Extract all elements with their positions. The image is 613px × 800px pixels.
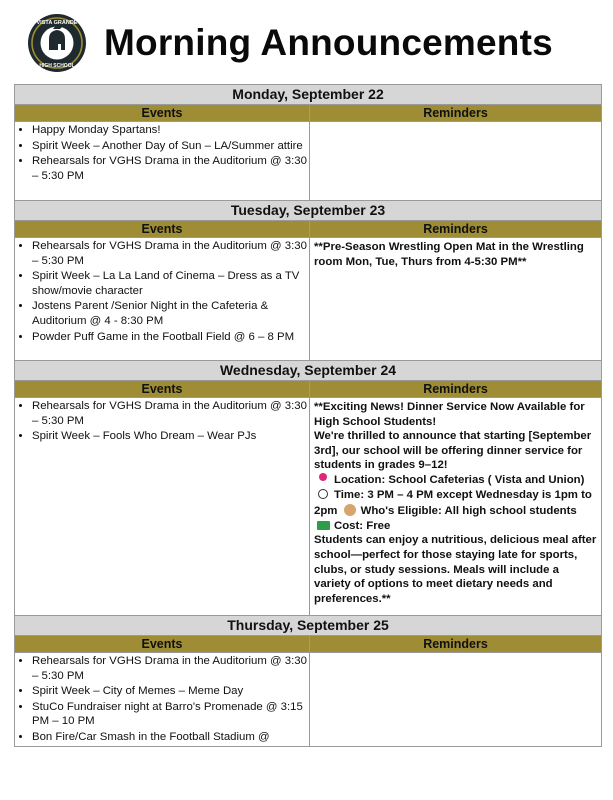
logo-bottom-text: HIGH SCHOOL [39, 63, 75, 69]
event-item: • Powder Puff Game in the Football Field @ 6 – 8 PM [32, 330, 309, 345]
events-header: Events [15, 221, 310, 238]
events-cell [15, 398, 310, 616]
school-logo [27, 13, 87, 73]
reminder-intro: **Exciting News! Dinner Service Now Available for High School Students! [314, 401, 585, 428]
reminder-closing: Students can enjoy a nutritious, delicious meal after school—perfect for those staying late for sports, clubs, or study sessions. Meals will include a variety of options to meet dietary needs and preferences.** [314, 534, 597, 605]
cash-icon [316, 519, 330, 534]
reminder-cost-line [314, 519, 597, 534]
reminders-cell [310, 398, 602, 616]
event-item: • Rehearsals for VGHS Drama in the Auditorium @ 3:30 – 5:30 PM [32, 399, 309, 428]
event-item: • Spirit Week – City of Memes – Meme Day [32, 684, 309, 699]
day-row-tuesday [15, 201, 602, 221]
clock-icon [316, 488, 330, 503]
event-item: • Spirit Week – Fools Who Dream – Wear PJs [32, 429, 309, 444]
day-row-thursday [15, 616, 602, 636]
events-cell [15, 238, 310, 361]
day-content-monday [15, 122, 602, 201]
day-heading: Monday, September 22 [15, 85, 602, 105]
event-item: • Spirit Week – La La Land of Cinema – Dress as a TV show/movie character [32, 269, 309, 298]
event-item: • Bon Fire/Car Smash in the Football Stadium @ [32, 730, 309, 745]
reminder-cost: Cost: Free [334, 519, 391, 532]
column-headers [15, 636, 602, 653]
event-item: • Spirit Week – Another Day of Sun – LA/Summer attire [32, 139, 309, 154]
events-header: Events [15, 105, 310, 122]
reminders-header: Reminders [310, 105, 602, 122]
events-header: Events [15, 636, 310, 653]
schedule-table [14, 84, 602, 747]
logo-top-text: VISTA GRANDE [36, 20, 78, 26]
reminder-announce: We're thrilled to announce that starting [September 3rd], our school will be offering dinner service for students in grades 9–12! [314, 430, 592, 472]
day-content-thursday [15, 653, 602, 747]
day-content-wednesday [15, 398, 602, 616]
page-title: Morning Announcements [104, 22, 553, 63]
reminder-location: Location: School Cafeterias ( Vista and Union) [334, 473, 585, 486]
pin-icon [316, 473, 330, 488]
reminders-cell [310, 122, 602, 201]
events-cell [15, 122, 310, 201]
reminders-cell [310, 238, 602, 361]
events-cell [15, 653, 310, 747]
event-item: • Jostens Parent /Senior Night in the Cafeteria & Auditorium @ 4 - 8:30 PM [32, 299, 309, 328]
day-heading: Wednesday, September 24 [15, 361, 602, 381]
event-item: • StuCo Fundraiser night at Barro's Promenade @ 3:15 PM – 10 PM [32, 700, 309, 729]
reminders-header: Reminders [310, 636, 602, 653]
reminder-location-line [314, 473, 597, 488]
day-heading: Thursday, September 25 [15, 616, 602, 636]
reminders-cell [310, 653, 602, 747]
reminder-text: **Pre-Season Wrestling Open Mat in the Wrestling room Mon, Tue, Thurs from 4-5:30 PM** [314, 241, 584, 268]
column-headers [15, 381, 602, 398]
page-header [0, 0, 613, 88]
person-icon [343, 502, 357, 519]
day-row-monday [15, 85, 602, 105]
reminder-time-line [314, 488, 597, 519]
reminders-header: Reminders [310, 381, 602, 398]
reminder-eligible: Who's Eligible: All high school students [360, 505, 577, 518]
event-item: • Rehearsals for VGHS Drama in the Auditorium @ 3:30 – 5:30 PM [32, 239, 309, 268]
event-item: • Happy Monday Spartans! [32, 123, 309, 138]
column-headers [15, 105, 602, 122]
event-item: • Rehearsals for VGHS Drama in the Auditorium @ 3:30 – 5:30 PM [32, 654, 309, 683]
reminder-time: Time: 3 PM – 4 PM except Wednesday is 1pm to 2pm [314, 488, 592, 518]
day-row-wednesday [15, 361, 602, 381]
day-heading: Tuesday, September 23 [15, 201, 602, 221]
day-content-tuesday [15, 238, 602, 361]
events-header: Events [15, 381, 310, 398]
event-item: • Rehearsals for VGHS Drama in the Auditorium @ 3:30 – 5:30 PM [32, 154, 309, 183]
column-headers [15, 221, 602, 238]
reminders-header: Reminders [310, 221, 602, 238]
